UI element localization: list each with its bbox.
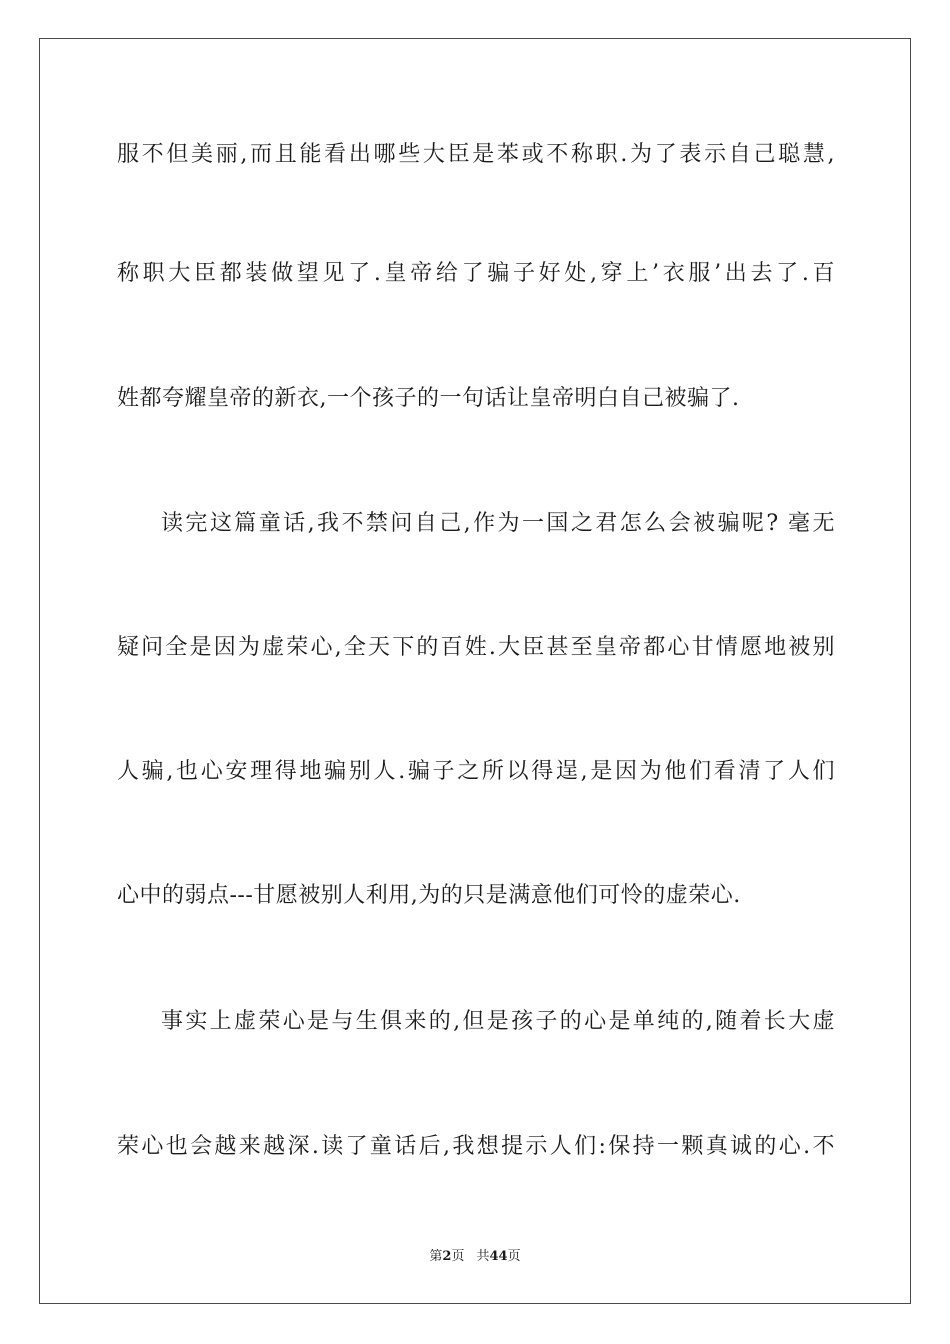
text-line: 事实上虚荣心是与生俱来的,但是孩子的心是单纯的,随着长大虚 — [161, 1009, 835, 1034]
total-suffix: 页 — [507, 1249, 521, 1264]
page-border — [39, 38, 911, 1304]
page-number: 2 — [442, 1249, 452, 1264]
text-line: 荣心也会越来越深.读了童话后,我想提示人们:保持一颗真诚的心.不 — [117, 1134, 835, 1159]
page-suffix: 页 — [451, 1249, 465, 1264]
text-line: 读完这篇童话,我不禁问自己,作为一国之君怎么会被骗呢? 毫无 — [161, 511, 835, 536]
page-prefix: 第 — [429, 1249, 443, 1264]
total-prefix: 共 — [476, 1249, 490, 1264]
page-footer — [0, 1249, 950, 1265]
text-line: 服不但美丽,而且能看出哪些大臣是苯或不称职.为了表示自己聪慧, — [117, 142, 835, 167]
total-pages: 44 — [489, 1249, 508, 1264]
text-line: 姓都夸耀皇帝的新衣,一个孩子的一句话让皇帝明白自己被骗了. — [117, 386, 740, 411]
text-line: 疑问全是因为虚荣心,全天下的百姓.大臣甚至皇帝都心甘情愿地被别 — [117, 635, 835, 660]
text-line: 人骗,也心安理得地骗别人.骗子之所以得逞,是因为他们看清了人们 — [117, 759, 835, 784]
text-line: 心中的弱点---甘愿被别人利用,为的只是满意他们可怜的虚荣心. — [117, 883, 741, 908]
text-line: 称职大臣都装做望见了.皇帝给了骗子好处,穿上’衣服’出去了.百 — [117, 261, 835, 286]
